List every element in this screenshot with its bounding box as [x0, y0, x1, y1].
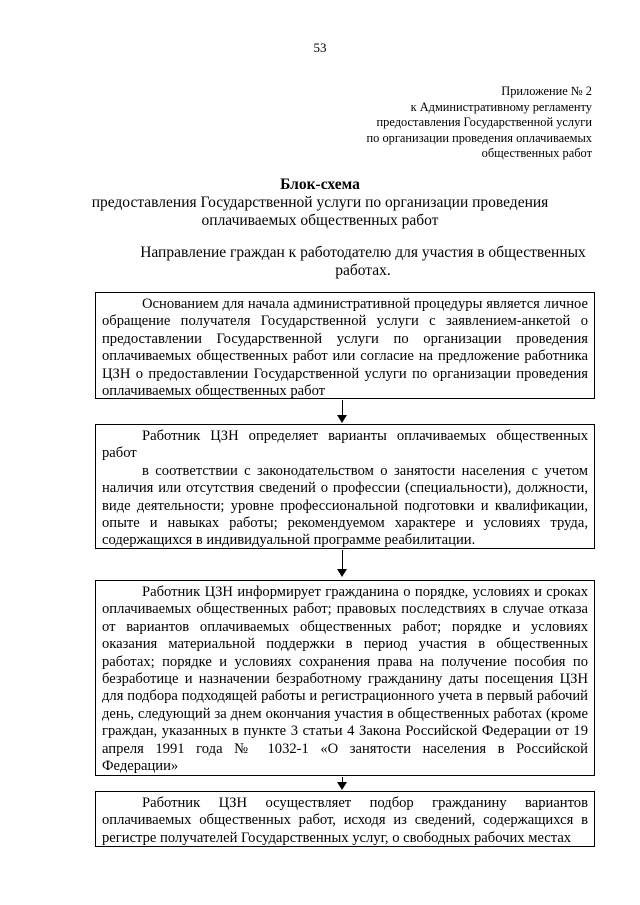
appendix-line: по организации проведения оплачиваемых: [366, 130, 592, 145]
appendix-header: [322, 84, 592, 162]
title-subtitle-line: оплачиваемых общественных работ: [201, 212, 439, 229]
page-number: 53: [313, 40, 327, 55]
appendix-line: к Административному регламенту: [410, 99, 592, 114]
flow-step-2-box: [95, 424, 595, 549]
flow-step-2-text: Работник ЦЗН определяет варианты оплачиваемых общественных работ: [102, 428, 588, 462]
arrow-down-icon: [337, 550, 349, 578]
document-title: [60, 176, 580, 230]
section-heading-line: работах.: [335, 262, 391, 279]
flow-step-3-box: [95, 580, 595, 776]
appendix-line: Приложение № 2: [501, 84, 592, 98]
section-heading: [118, 244, 608, 280]
arrow-down-icon: [337, 777, 349, 791]
flow-step-4-box: [95, 791, 595, 847]
flow-step-4-text: Работник ЦЗН осуществляет подбор гражданину вариантов оплачиваемых общественных работ, исходя из сведений, содержащихся в регистре получателей Государственных услуг, о свободных рабочих местах: [102, 795, 588, 846]
flow-step-2-text: в соответствии с законодательством о занятости населения с учетом наличия или отсутствия сведений о профессии (специальности), должности, виде деятельности; уровне профессиональной подготовки и квалификации, опыте и навыках работы; рекомендуемом характере и условиях труда, содержащихся в индивидуальной программе реабилитации.: [102, 462, 588, 549]
flow-step-1-text: Основанием для начала административной процедуры является личное обращение получателя Государственной услуги с заявлением-анкетой о предоставлении Государственной услуги по организации проведения оплачиваемых общественных работ или согласие на предложение работника ЦЗН о предоставлении Государственной услуги по организации проведения оплачиваемых общественных работ: [102, 296, 588, 400]
title-heading: Блок-схема: [280, 176, 360, 193]
appendix-line: предоставления Государственной услуги: [376, 115, 592, 130]
appendix-line: общественных работ: [481, 146, 592, 161]
flow-step-3-text: Работник ЦЗН информирует гражданина о порядке, условиях и сроках оплачиваемых общественных работ; правовых последствиях в случае отказа от вариантов оплачиваемых общественных работ; порядке и условиях оказания материальной поддержки в период участия в общественных работах; порядке и условиях сохранения права на получение пособия по безработице и назначении безработному гражданину даты посещения ЦЗН для подбора подходящей работы и регистрационного учета в первый рабочий день, следующий за днем окончания участия в общественных работах (кроме граждан, указанных в пункте 3 статьи 4 Закона Российской Федерации от 19 апреля 1991 года № 1032-1 «О занятости населения в Российской Федерации»: [102, 584, 588, 775]
flow-step-1-box: [95, 292, 595, 399]
section-heading-line: Направление граждан к работодателю для участия в общественных: [140, 244, 586, 261]
title-subtitle-line: предоставления Государственной услуги по организации проведения: [91, 194, 549, 211]
arrow-down-icon: [337, 400, 349, 424]
